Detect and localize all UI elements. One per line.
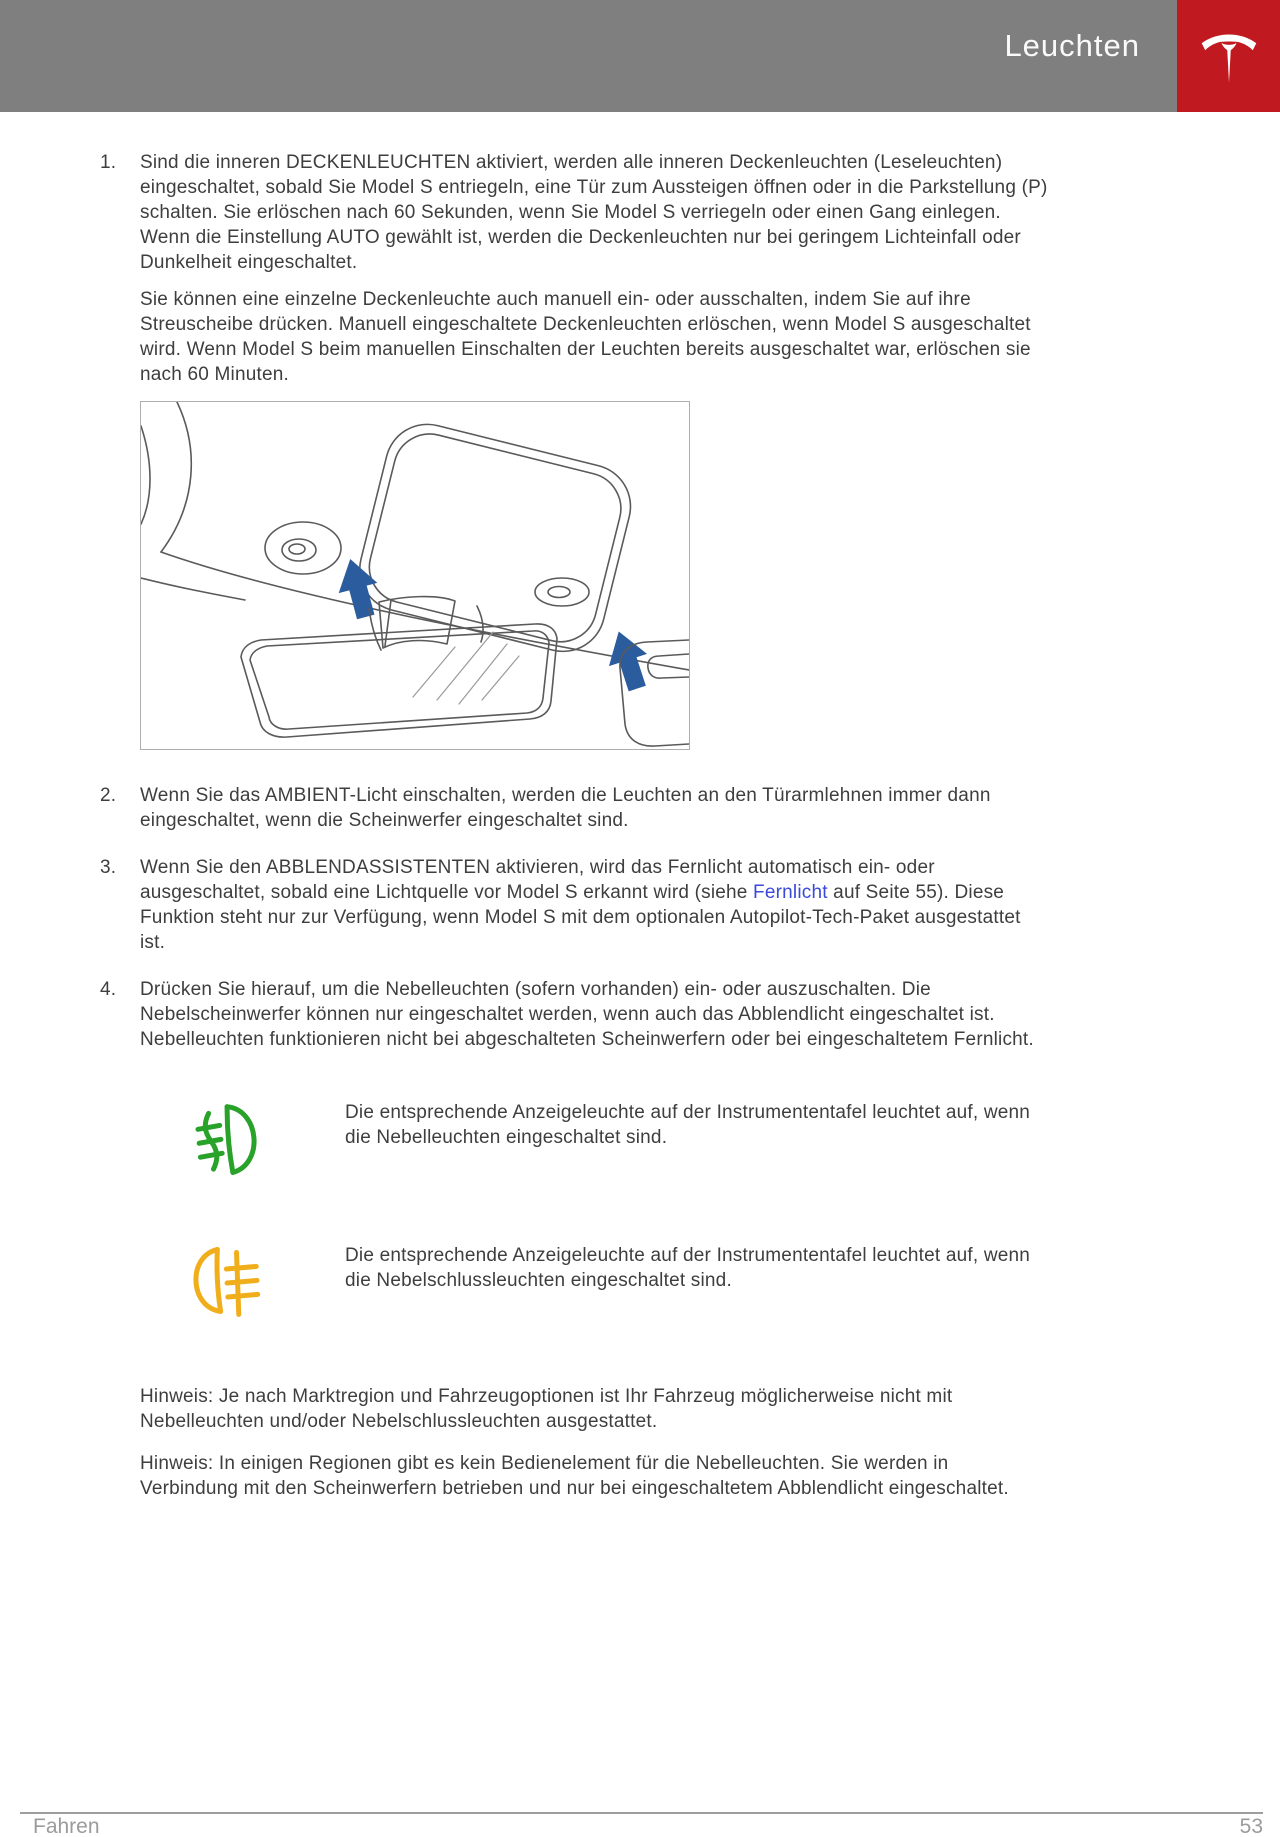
list-text bbox=[140, 150, 1050, 773]
page-footer bbox=[20, 1812, 1263, 1837]
paragraph: Wenn Sie das AMBIENT-Licht einschalten, werden die Leuchten an den Türarmlehnen immer dann eingeschaltet, wenn die Scheinwerfer eingeschaltet sind. bbox=[140, 785, 991, 831]
list-text bbox=[140, 783, 1050, 845]
arrow-rear-icon bbox=[600, 625, 657, 694]
icon-cell bbox=[140, 1100, 345, 1187]
header-bar bbox=[0, 0, 1280, 112]
footer-page-number: 53 bbox=[1239, 1815, 1263, 1837]
note: Hinweis: Je nach Marktregion und Fahrzeugoptionen ist Ihr Fahrzeug möglicherweise nicht mit Nebelleuchten und/oder Nebelschlussleuchten ausgestattet. bbox=[140, 1386, 953, 1432]
icon-cell bbox=[140, 1243, 345, 1326]
console-edge bbox=[477, 606, 483, 642]
indicator-row-rear-fog bbox=[140, 1243, 1050, 1326]
indicator-row-front-fog bbox=[140, 1100, 1050, 1187]
sunroof-outline bbox=[351, 415, 640, 660]
list-number: 4. bbox=[100, 979, 117, 1000]
text-before-link: Wenn Sie den ABBLENDASSISTENTEN aktivieren, wird das Fernlicht automatisch ein- oder ausgeschaltet, sobald eine Lichtquelle vor Model S erkannt wird (siehe bbox=[140, 857, 935, 903]
fernlicht-link[interactable]: Fernlicht bbox=[753, 882, 828, 903]
list-item-4 bbox=[100, 977, 1050, 1064]
rear-fog-light-indicator-icon bbox=[192, 1243, 262, 1319]
list-item-3 bbox=[100, 855, 1050, 967]
paragraph: Sie können eine einzelne Deckenleuchte auch manuell ein- oder ausschalten, indem Sie auf ihre Streuscheibe drücken. Manuell eingeschaltete Deckenleuchten erlöschen, wenn Model S ausgeschaltet wird. Wenn Model S beim manuellen Einschalten der Leuchten bereits ausgeschaltet war, erlöschen sie nach 60 Minuten. bbox=[140, 289, 1031, 385]
list-number: 2. bbox=[100, 785, 117, 806]
tesla-logo-icon bbox=[1200, 19, 1258, 93]
paragraph: Drücken Sie hierauf, um die Nebelleuchten (sofern vorhanden) ein- oder auszuschalten. Die Nebelscheinwerfer können nur eingeschaltet werden, wenn auch das Abblendlicht eingeschaltet ist. Nebelleuchten funktionieren nicht bei abgeschalteten Scheinwerfern oder bei eingeschaltetem Fernlicht. bbox=[140, 979, 1034, 1050]
list-text bbox=[140, 855, 1050, 967]
footer-section-label: Fahren bbox=[33, 1815, 100, 1837]
rearview-mirror bbox=[241, 624, 557, 737]
list-number: 3. bbox=[100, 857, 117, 878]
a-pillar-line bbox=[141, 426, 150, 524]
page-title: Leuchten bbox=[1004, 28, 1140, 63]
note: Hinweis: In einigen Regionen gibt es kein Bedienelement für die Nebelleuchten. Sie werden in Verbindung mit den Scheinwerfern betrieben und nur bei eingeschaltetem Abblendlicht eingeschaltet. bbox=[140, 1453, 1009, 1499]
list-text bbox=[140, 977, 1050, 1064]
list-item-1 bbox=[100, 150, 1050, 773]
main-content bbox=[100, 150, 1050, 1518]
text-after-link: auf Seite 55). Diese Funktion steht nur zur Verfügung, wenn Model S mit dem optionalen Autopilot-Tech-Paket ausgestattet ist. bbox=[140, 882, 1021, 953]
indicator-text: Die entsprechende Anzeigeleuchte auf der Instrumententafel leuchtet auf, wenn die Nebelleuchten eingeschaltet sind. bbox=[345, 1102, 1031, 1148]
dome-light-front bbox=[265, 522, 341, 574]
headliner-edge bbox=[161, 552, 689, 670]
tesla-logo-box bbox=[1177, 0, 1280, 112]
headliner-edge bbox=[141, 578, 245, 600]
a-pillar-line bbox=[161, 402, 191, 552]
paragraph bbox=[140, 855, 1050, 955]
front-fog-light-indicator-icon bbox=[192, 1100, 258, 1180]
list-number: 1. bbox=[100, 152, 117, 173]
list-item-2 bbox=[100, 783, 1050, 845]
ceiling-lights-figure bbox=[140, 401, 690, 750]
indicator-text: Die entsprechende Anzeigeleuchte auf der Instrumententafel leuchtet auf, wenn die Nebelschlussleuchten eingeschaltet sind. bbox=[345, 1245, 1031, 1291]
dome-light-rear bbox=[535, 578, 589, 606]
indicator-list bbox=[140, 1100, 1050, 1326]
paragraph: Sind die inneren DECKENLEUCHTEN aktiviert, werden alle inneren Deckenleuchten (Leseleuchten) eingeschaltet, sobald Sie Model S entriegeln, eine Tür zum Aussteigen öffnen oder in die Parkstellung (P) schalten. Sie erlöschen nach 60 Sekunden, wenn Sie Model S verriegeln oder einen Gang einlegen. Wenn die Einstellung AUTO gewählt ist, werden die Deckenleuchten nur bei geringem Lichteinfall oder Dunkelheit eingeschaltet. bbox=[140, 152, 1048, 273]
notes-section bbox=[140, 1384, 1050, 1501]
